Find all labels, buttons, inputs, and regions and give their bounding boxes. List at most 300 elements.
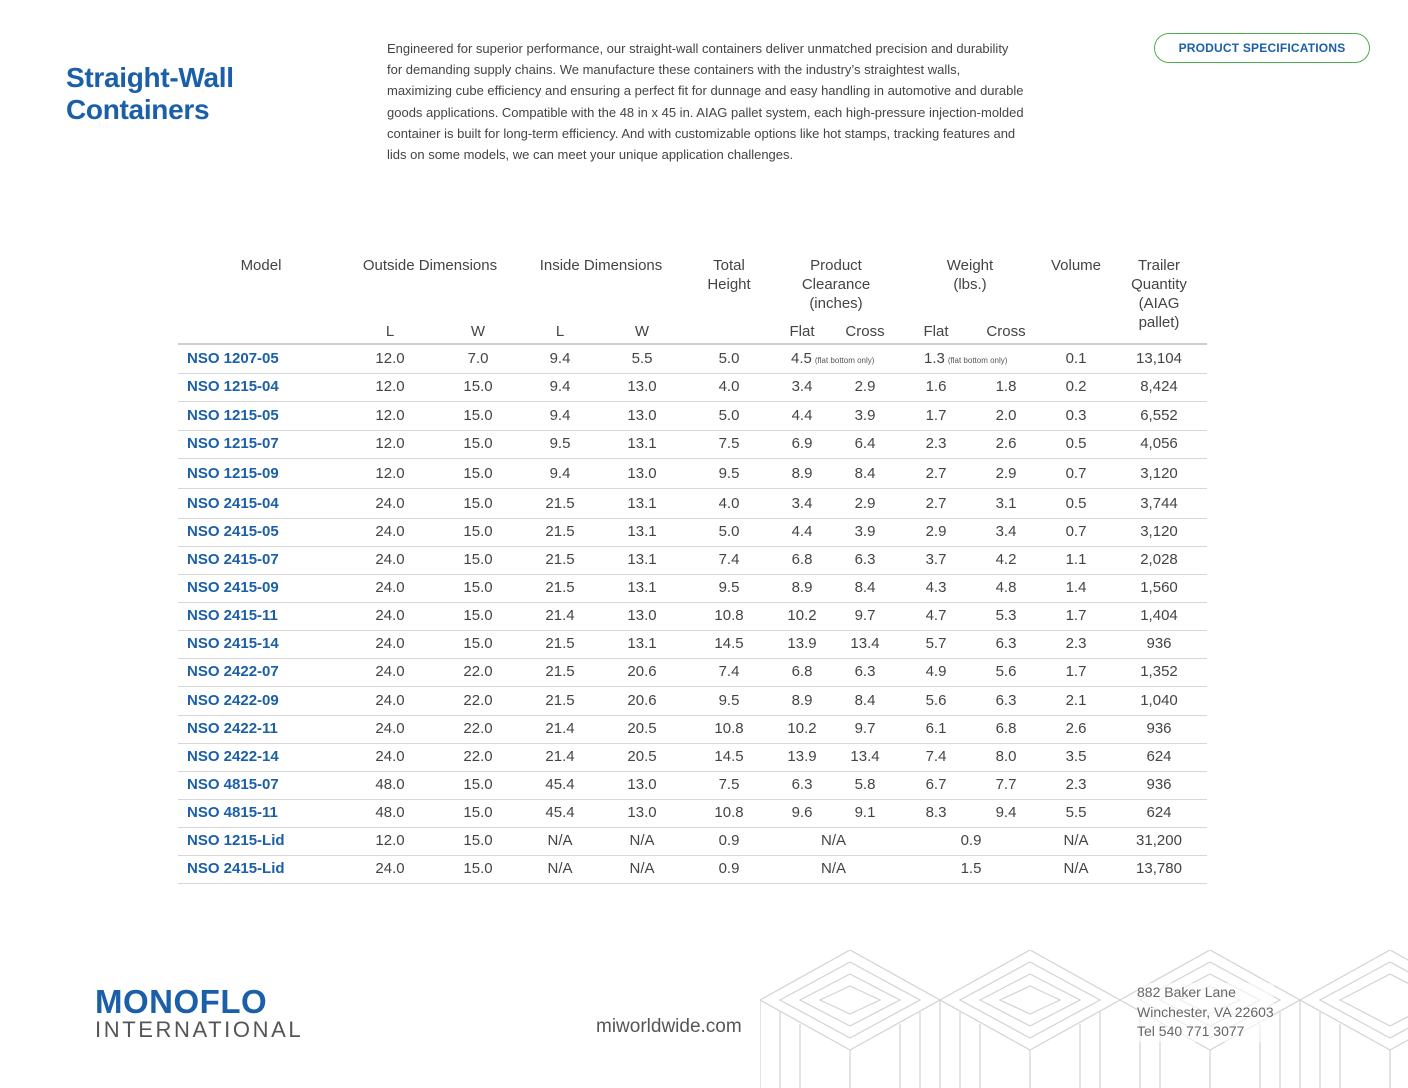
cell-value: 2.9 xyxy=(854,495,876,512)
cell-value: 13.4 xyxy=(850,748,880,765)
header-trailer-line-2: Quantity xyxy=(1131,276,1187,293)
cell-il xyxy=(518,716,602,742)
table-row xyxy=(178,688,1207,716)
cell-value: 12.0 xyxy=(375,435,405,452)
header-total-height-line-1: Total xyxy=(713,257,745,274)
address-street: 882 Baker Lane xyxy=(1137,983,1274,1003)
cell-value: 20.5 xyxy=(627,720,657,737)
cell-v xyxy=(1041,744,1111,770)
cell-value: 7.0 xyxy=(467,350,489,367)
model-cell: NSO 2415-04 xyxy=(187,495,279,512)
cell-wc xyxy=(981,403,1031,429)
cell-value: 6.7 xyxy=(925,776,947,793)
header-inside-dimensions: Inside Dimensions xyxy=(539,257,663,274)
cell-value: 6.4 xyxy=(854,435,876,452)
cell-value: 15.0 xyxy=(463,860,493,877)
cell-wf xyxy=(911,519,961,545)
cell-value: 45.4 xyxy=(545,776,575,793)
cell-iw xyxy=(600,346,684,372)
cell-v xyxy=(1041,575,1111,601)
cell-clearance-merged: N/A xyxy=(820,860,846,877)
cell-value: 12.0 xyxy=(375,407,405,424)
cell-value: 13.0 xyxy=(627,378,657,395)
cell-iw xyxy=(600,461,684,487)
cell-ol xyxy=(348,856,432,882)
cell-value: 13.1 xyxy=(627,579,657,596)
cell-value: 5.0 xyxy=(718,350,740,367)
cell-cf xyxy=(791,346,904,372)
cell-value: 24.0 xyxy=(375,860,405,877)
cell-value: 15.0 xyxy=(463,832,493,849)
cell-value: N/A xyxy=(1063,832,1089,849)
cell-value: 1,040 xyxy=(1140,692,1178,709)
cell-value: 14.5 xyxy=(714,748,744,765)
cell-value: 9.5 xyxy=(718,692,740,709)
cell-weight-merged: 1.5 xyxy=(960,860,982,877)
cell-value: 9.5 xyxy=(718,579,740,596)
cell-il xyxy=(518,800,602,826)
cell-v xyxy=(1041,603,1111,629)
cell-il xyxy=(518,603,602,629)
cell-ol xyxy=(348,631,432,657)
cell-value: 4.0 xyxy=(718,495,740,512)
cell-value: 24.0 xyxy=(375,523,405,540)
cell-ow xyxy=(436,461,520,487)
cell-v xyxy=(1041,491,1111,517)
cell-value: 10.8 xyxy=(714,720,744,737)
cell-value: 3.4 xyxy=(791,495,813,512)
cell-ol xyxy=(348,431,432,457)
cell-wc xyxy=(981,519,1031,545)
cell-wf xyxy=(911,603,961,629)
table-row xyxy=(178,659,1207,687)
cell-wf xyxy=(911,631,961,657)
cell-h xyxy=(691,603,767,629)
model-cell: NSO 1215-05 xyxy=(187,407,279,424)
cell-value: 13.0 xyxy=(627,465,657,482)
cell-value: 9.4 xyxy=(995,804,1017,821)
cell-value: 2.3 xyxy=(1065,776,1087,793)
table-row xyxy=(178,631,1207,659)
cell-value: 0.7 xyxy=(1065,465,1087,482)
cell-ow xyxy=(436,800,520,826)
cell-value: 4.3 xyxy=(925,579,947,596)
cell-value: 624 xyxy=(1146,804,1172,821)
model-cell: NSO 2422-07 xyxy=(187,663,279,680)
cell-il xyxy=(518,688,602,714)
cell-value: 2,028 xyxy=(1140,551,1178,568)
cell-value: 2.9 xyxy=(995,465,1017,482)
cell-t xyxy=(1119,659,1199,685)
cell-t xyxy=(1119,575,1199,601)
cell-value: 9.5 xyxy=(718,465,740,482)
table-row xyxy=(178,575,1207,603)
model-cell: NSO 1215-07 xyxy=(187,435,279,452)
cell-il xyxy=(518,856,602,882)
address-block xyxy=(1137,983,1274,1042)
cell-cf xyxy=(777,772,827,798)
cell-iw xyxy=(600,828,684,854)
cell-value: 21.4 xyxy=(545,748,575,765)
cell-iw xyxy=(600,659,684,685)
cell-value: 13.9 xyxy=(787,635,817,652)
cell-iw xyxy=(600,575,684,601)
cell-value: 936 xyxy=(1146,720,1172,737)
cell-value: 14.5 xyxy=(714,635,744,652)
cell-value: 24.0 xyxy=(375,635,405,652)
cell-wc xyxy=(981,772,1031,798)
cell-value: 2.6 xyxy=(995,435,1017,452)
cell-value: 21.5 xyxy=(545,551,575,568)
cell-value: 45.4 xyxy=(545,804,575,821)
cell-value: 15.0 xyxy=(463,378,493,395)
cell-h xyxy=(691,431,767,457)
cell-value: 9.4 xyxy=(549,350,571,367)
header-total-height xyxy=(693,256,765,294)
cell-wf xyxy=(911,431,961,457)
cell-t xyxy=(1119,519,1199,545)
cell-value: 7.4 xyxy=(718,551,740,568)
cell-value: 13.1 xyxy=(627,495,657,512)
cell-cf xyxy=(777,659,827,685)
cell-value: 13,780 xyxy=(1136,860,1182,877)
cell-value: 10.8 xyxy=(714,607,744,624)
cell-value: 13.0 xyxy=(627,804,657,821)
table-row xyxy=(178,431,1207,459)
cell-h xyxy=(691,346,767,372)
cell-il xyxy=(518,575,602,601)
header-trailer-quantity xyxy=(1119,256,1199,332)
cell-ow xyxy=(436,374,520,400)
cell-value: 48.0 xyxy=(375,804,405,821)
cell-il xyxy=(518,519,602,545)
cell-cc xyxy=(840,575,890,601)
cell-value: 3,744 xyxy=(1140,495,1178,512)
cell-value: 20.6 xyxy=(627,663,657,680)
cell-cf xyxy=(777,603,827,629)
cell-value: 2.6 xyxy=(1065,720,1087,737)
cell-value: 3.4 xyxy=(995,523,1017,540)
cell-value: 15.0 xyxy=(463,465,493,482)
cell-wf xyxy=(911,800,961,826)
cell-cc xyxy=(840,491,890,517)
cell-value: 21.5 xyxy=(545,635,575,652)
cell-value: 21.5 xyxy=(545,523,575,540)
cell-value: 1.7 xyxy=(1065,663,1087,680)
cell-value: 13,104 xyxy=(1136,350,1182,367)
cell-value: 6.1 xyxy=(925,720,947,737)
cell-value: 10.2 xyxy=(787,720,817,737)
cell-il xyxy=(518,828,602,854)
cell-wf xyxy=(911,491,961,517)
model-cell: NSO 1215-Lid xyxy=(187,832,285,849)
cell-value: 24.0 xyxy=(375,663,405,680)
header-outside-w: W xyxy=(470,323,486,340)
cell-iw xyxy=(600,688,684,714)
header-weight xyxy=(930,256,1010,294)
cell-cf xyxy=(777,631,827,657)
cell-value: 6.9 xyxy=(791,435,813,452)
cell-wf xyxy=(911,403,961,429)
cell-value: 21.4 xyxy=(545,720,575,737)
cell-h xyxy=(691,575,767,601)
cell-value: 1.8 xyxy=(995,378,1017,395)
cell-h xyxy=(691,800,767,826)
cell-value: 6.8 xyxy=(791,551,813,568)
cell-value: 2.3 xyxy=(1065,635,1087,652)
cell-il xyxy=(518,461,602,487)
cell-ol xyxy=(348,547,432,573)
cell-v xyxy=(1041,519,1111,545)
header-weight-cross: Cross xyxy=(986,323,1026,340)
header-divider xyxy=(178,343,1207,345)
model-cell: NSO 2415-11 xyxy=(187,607,278,624)
cell-cf xyxy=(777,547,827,573)
cell-value: 13.0 xyxy=(627,407,657,424)
cell-value: 6.8 xyxy=(995,720,1017,737)
cell-h xyxy=(691,519,767,545)
cell-wf xyxy=(911,575,961,601)
cell-value: 936 xyxy=(1146,776,1172,793)
cell-value: 15.0 xyxy=(463,579,493,596)
cell-v xyxy=(1041,346,1111,372)
cell-value: 8.9 xyxy=(791,579,813,596)
model-cell: NSO 1207-05 xyxy=(187,350,279,367)
cell-wc xyxy=(981,461,1031,487)
header-product-clearance xyxy=(786,256,886,313)
cell-value: 9.4 xyxy=(549,378,571,395)
header-weight-line-1: Weight xyxy=(946,257,994,274)
cell-iw xyxy=(600,631,684,657)
cell-wf xyxy=(911,688,961,714)
cell-cf xyxy=(777,461,827,487)
cell-iw xyxy=(600,772,684,798)
cell-h xyxy=(691,491,767,517)
cell-value: 22.0 xyxy=(463,663,493,680)
cell-value: 0.5 xyxy=(1065,495,1087,512)
header-trailer-line-1: Trailer xyxy=(1138,257,1180,274)
cell-value: 6.3 xyxy=(995,635,1017,652)
cell-value: 2.7 xyxy=(925,465,947,482)
cell-value: 15.0 xyxy=(463,407,493,424)
cell-value: 9.5 xyxy=(549,435,571,452)
cell-ow xyxy=(436,403,520,429)
title-line-1: Straight-Wall xyxy=(66,62,234,93)
header-clearance-cross: Cross xyxy=(845,323,885,340)
cell-iw xyxy=(600,374,684,400)
cell-value: 9.4 xyxy=(549,465,571,482)
cell-value: 2.7 xyxy=(925,495,947,512)
cell-iw xyxy=(600,800,684,826)
cell-il xyxy=(518,631,602,657)
cell-weight-merged: 0.9 xyxy=(960,832,982,849)
cell-cf xyxy=(777,688,827,714)
table-row xyxy=(178,856,1207,884)
cell-value: 3,120 xyxy=(1140,465,1178,482)
cell-value: 936 xyxy=(1146,635,1172,652)
cell-v xyxy=(1041,547,1111,573)
cell-value: 0.7 xyxy=(1065,523,1087,540)
header-model: Model xyxy=(240,257,282,274)
cell-il xyxy=(518,346,602,372)
cell-v xyxy=(1041,659,1111,685)
cell-wc xyxy=(981,659,1031,685)
cell-wc xyxy=(981,716,1031,742)
header-inside-l: L xyxy=(555,323,565,340)
cell-t xyxy=(1119,547,1199,573)
cell-il xyxy=(518,772,602,798)
cell-value: 5.7 xyxy=(925,635,947,652)
monoflo-logo xyxy=(95,985,303,1041)
cell-cc xyxy=(840,659,890,685)
cell-value: 3.5 xyxy=(1065,748,1087,765)
cell-t xyxy=(1119,491,1199,517)
cell-value: 0.1 xyxy=(1065,350,1087,367)
cell-iw xyxy=(600,403,684,429)
cell-clearance-merged: N/A xyxy=(820,832,846,849)
header-inside-w: W xyxy=(634,323,650,340)
cell-h xyxy=(691,744,767,770)
cell-ow xyxy=(436,828,520,854)
cell-il xyxy=(518,491,602,517)
cell-value: 15.0 xyxy=(463,551,493,568)
cell-cc xyxy=(840,603,890,629)
cell-value: 2.9 xyxy=(854,378,876,395)
cell-iw xyxy=(600,716,684,742)
table-row xyxy=(178,403,1207,431)
table-row xyxy=(178,374,1207,402)
cell-h xyxy=(691,547,767,573)
cell-t xyxy=(1119,374,1199,400)
cell-value: N/A xyxy=(1063,860,1089,877)
cell-cc xyxy=(840,716,890,742)
cell-value: 4.2 xyxy=(995,551,1017,568)
cell-ol xyxy=(348,828,432,854)
header-trailer-line-4: pallet) xyxy=(1138,314,1180,331)
cell-value: 6.3 xyxy=(854,551,876,568)
cell-t xyxy=(1119,461,1199,487)
cell-value: 6,552 xyxy=(1140,407,1178,424)
cell-value: 1.7 xyxy=(925,407,947,424)
cell-value: 13.4 xyxy=(850,635,880,652)
cube-shape xyxy=(760,950,940,1088)
product-specifications-badge: PRODUCT SPECIFICATIONS xyxy=(1154,33,1370,63)
cell-value: 12.0 xyxy=(375,832,405,849)
cell-ol xyxy=(348,403,432,429)
cell-value: 22.0 xyxy=(463,720,493,737)
cell-value: 3.7 xyxy=(925,551,947,568)
cell-value: 13.0 xyxy=(627,607,657,624)
cell-v xyxy=(1041,374,1111,400)
cell-value: 0.2 xyxy=(1065,378,1087,395)
cell-value: 6.8 xyxy=(791,663,813,680)
cell-il xyxy=(518,374,602,400)
address-city: Winchester, VA 22603 xyxy=(1137,1003,1274,1023)
cell-h xyxy=(691,659,767,685)
cube-shape xyxy=(940,950,1120,1088)
cell-ol xyxy=(348,519,432,545)
logo-wordmark-top: MONOFLO xyxy=(95,983,268,1020)
cell-iw xyxy=(600,603,684,629)
cell-value: 5.5 xyxy=(1065,804,1087,821)
cell-value: 5.6 xyxy=(925,692,947,709)
cell-t xyxy=(1119,716,1199,742)
cell-value: 24.0 xyxy=(375,720,405,737)
cell-t xyxy=(1119,856,1199,882)
cell-value: N/A xyxy=(629,832,655,849)
cell-wc xyxy=(981,631,1031,657)
table-row xyxy=(178,603,1207,631)
cell-value: 13.1 xyxy=(627,523,657,540)
cell-ow xyxy=(436,856,520,882)
cell-ow xyxy=(436,575,520,601)
cell-wf xyxy=(911,716,961,742)
cell-value: 2.9 xyxy=(925,523,947,540)
cell-value: 6.3 xyxy=(995,692,1017,709)
header-weight-flat: Flat xyxy=(923,323,949,340)
model-cell: NSO 2415-05 xyxy=(187,523,279,540)
cell-value: 8.9 xyxy=(791,465,813,482)
cell-cc xyxy=(840,403,890,429)
cell-wf xyxy=(911,547,961,573)
cell-value: 4.5 xyxy=(791,350,812,367)
cell-ow xyxy=(436,431,520,457)
cell-value: 22.0 xyxy=(463,692,493,709)
cell-h xyxy=(691,828,767,854)
cell-cf xyxy=(777,744,827,770)
cell-t xyxy=(1119,772,1199,798)
model-cell: NSO 1215-09 xyxy=(187,465,279,482)
cell-value: 4.9 xyxy=(925,663,947,680)
cell-value: 5.0 xyxy=(718,407,740,424)
cell-h xyxy=(691,374,767,400)
cell-ol xyxy=(348,772,432,798)
cell-ow xyxy=(436,631,520,657)
header-trailer-line-3: (AIAG xyxy=(1138,295,1180,312)
cell-value: 8.9 xyxy=(791,692,813,709)
table-row xyxy=(178,716,1207,744)
cell-ow xyxy=(436,491,520,517)
cell-v xyxy=(1041,631,1111,657)
cell-value: 13.1 xyxy=(627,551,657,568)
cell-v xyxy=(1041,688,1111,714)
cell-value: 8.4 xyxy=(854,465,876,482)
cell-value: 8.4 xyxy=(854,579,876,596)
cube-shape xyxy=(1300,950,1408,1088)
header-outside-l: L xyxy=(385,323,395,340)
cell-value: 0.3 xyxy=(1065,407,1087,424)
website-link[interactable]: miworldwide.com xyxy=(596,1016,742,1037)
cell-value: 9.6 xyxy=(791,804,813,821)
cell-value: 24.0 xyxy=(375,495,405,512)
cell-value: 15.0 xyxy=(463,607,493,624)
cell-h xyxy=(691,688,767,714)
cell-ow xyxy=(436,519,520,545)
cell-ol xyxy=(348,716,432,742)
cell-cc xyxy=(840,631,890,657)
cell-ol xyxy=(348,659,432,685)
cell-ow xyxy=(436,346,520,372)
cell-value: 4.4 xyxy=(791,523,813,540)
table-row xyxy=(178,461,1207,489)
cell-ol xyxy=(348,491,432,517)
cell-ol xyxy=(348,688,432,714)
cell-value: 48.0 xyxy=(375,776,405,793)
cell-value: 8,424 xyxy=(1140,378,1178,395)
cell-t xyxy=(1119,828,1199,854)
cell-h xyxy=(691,461,767,487)
cell-ol xyxy=(348,346,432,372)
